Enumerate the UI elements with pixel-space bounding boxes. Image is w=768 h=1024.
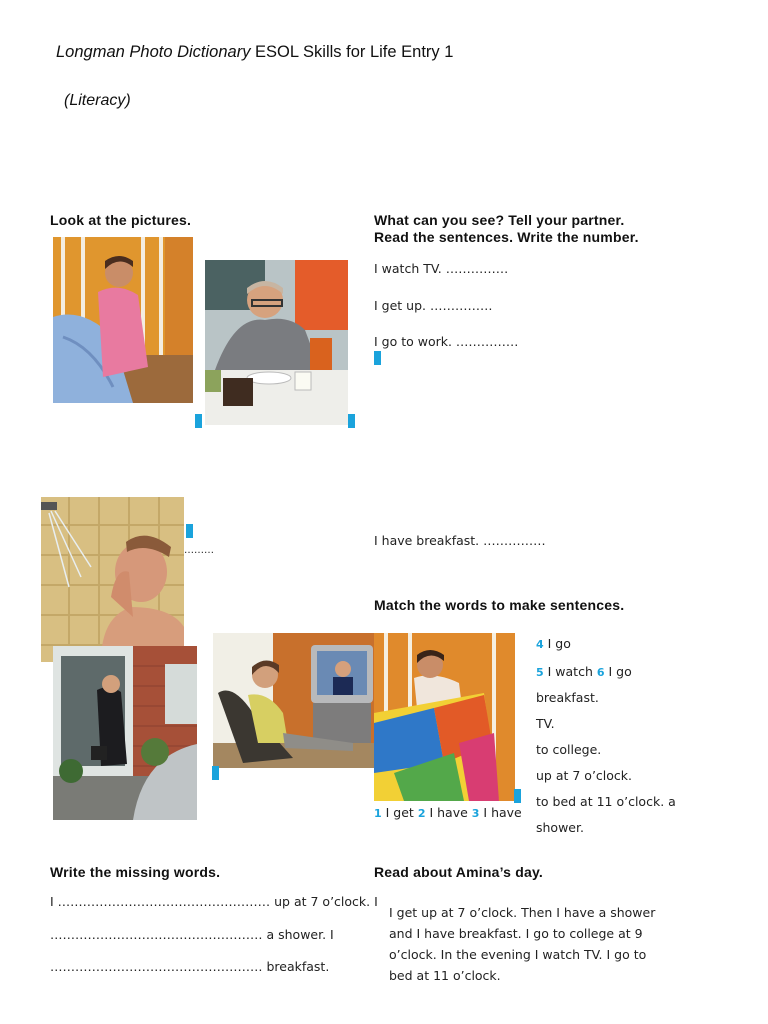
missing-words-line-2: …………………………………………… a shower. I [50, 927, 334, 942]
item-text: I go [608, 664, 632, 679]
item-number: 1 [374, 807, 382, 820]
number-marker [514, 789, 521, 803]
sentence-go-to-work: I go to work. …………… [374, 334, 519, 349]
item-text: I go [547, 636, 571, 651]
sentence-have-breakfast: I have breakfast. …………… [374, 533, 546, 548]
match-item-4 [536, 636, 571, 651]
match-items-1-2-3 [374, 805, 522, 820]
item-text: I watch [547, 664, 593, 679]
photo-woman-watching-tv [213, 633, 375, 768]
sentence-watch-tv: I watch TV. …………… [374, 261, 509, 276]
match-words-heading: Match the words to make sentences. [374, 597, 625, 613]
amina-day-line: o’clock. In the evening I watch TV. I go to [389, 947, 647, 962]
ending-bed: to bed at 11 o’clock. a [536, 794, 676, 809]
document-title [56, 43, 453, 62]
tell-partner-heading: What can you see? Tell your partner. [374, 212, 625, 228]
item-number: 2 [417, 807, 426, 820]
item-number: 3 [471, 807, 480, 820]
missing-words-line-1: I …………………………………………… up at 7 o’clock. I [50, 894, 378, 909]
ending-shower: shower. [536, 820, 584, 835]
item-number: 4 [536, 638, 544, 651]
number-marker [186, 524, 193, 538]
number-marker [374, 351, 381, 365]
sentence-get-up: I get up. …………… [374, 298, 493, 313]
photo-man-eating-breakfast [205, 260, 348, 425]
shower-answer-dots: ……… [184, 545, 214, 556]
ending-tv: TV. [536, 716, 555, 731]
photo-woman-going-to-bed [374, 633, 515, 801]
amina-day-line: I get up at 7 o’clock. Then I have a shower [389, 905, 656, 920]
write-number-heading: Read the sentences. Write the number. [374, 229, 639, 245]
amina-day-paragraph [389, 902, 689, 986]
title-course-name: ESOL Skills for Life Entry 1 [250, 43, 454, 61]
number-marker [212, 766, 219, 780]
match-endings [536, 685, 676, 841]
amina-day-heading: Read about Amina’s day. [374, 864, 544, 880]
ending-up: up at 7 o’clock. [536, 768, 632, 783]
photo-man-in-shower [41, 497, 184, 662]
item-number: 5 [536, 666, 544, 679]
photo-man-going-to-work [53, 646, 197, 820]
item-text: I have [429, 805, 468, 820]
amina-day-line: and I have breakfast. I go to college at 9 [389, 926, 643, 941]
document-subtitle: (Literacy) [64, 92, 131, 109]
ending-breakfast: breakfast. [536, 690, 599, 705]
number-marker [195, 414, 202, 428]
title-book-name: Longman Photo Dictionary [56, 43, 251, 61]
missing-words-heading: Write the missing words. [50, 864, 221, 880]
ending-college: to college. [536, 742, 602, 757]
item-text: I have [483, 805, 522, 820]
item-number: 6 [596, 666, 605, 679]
look-at-pictures-heading: Look at the pictures. [50, 212, 192, 228]
match-item-5-6 [536, 664, 632, 679]
number-marker [348, 414, 355, 428]
missing-words-line-3: …………………………………………… breakfast. [50, 959, 330, 974]
item-text: I get [385, 805, 414, 820]
amina-day-line: bed at 11 o’clock. [389, 968, 501, 983]
photo-woman-getting-up [53, 237, 193, 403]
